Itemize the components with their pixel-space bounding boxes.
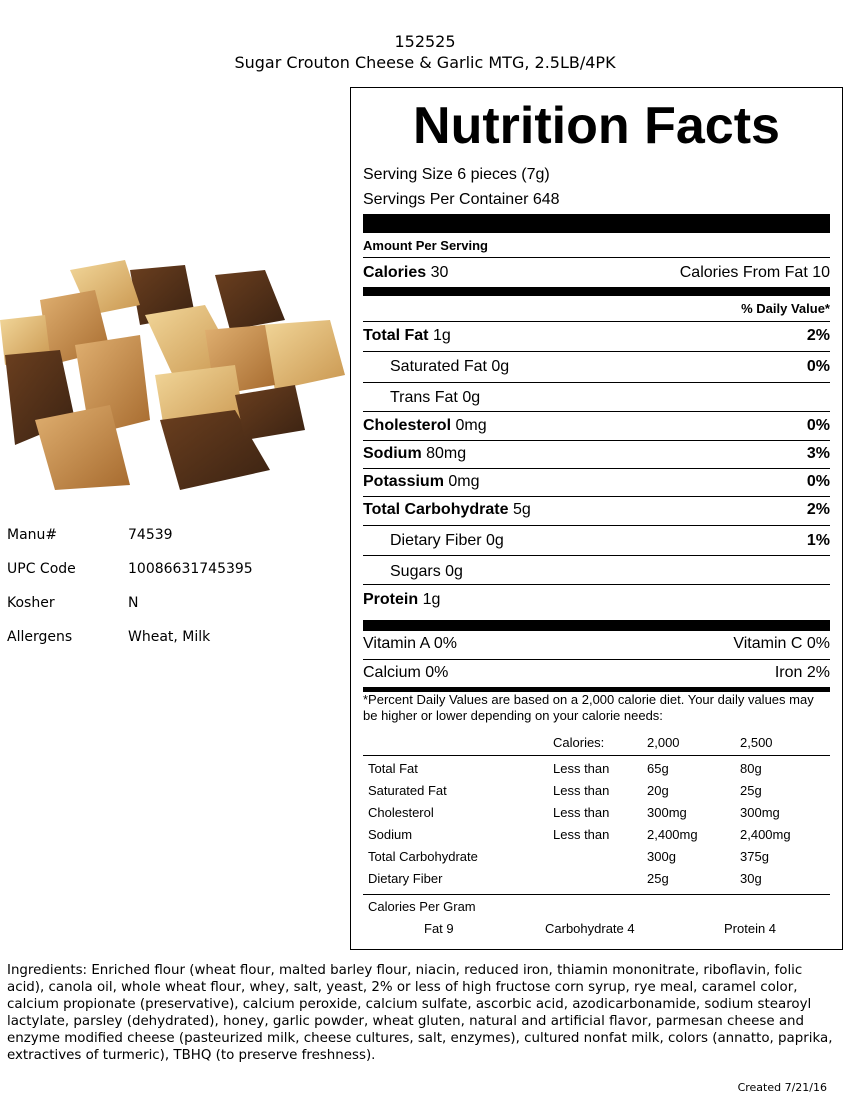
spec-value: N <box>128 595 139 611</box>
divider <box>363 894 830 895</box>
nutrient-row-sugars <box>363 560 830 584</box>
divider <box>363 555 830 556</box>
dv-cell: 25g <box>647 871 669 886</box>
nutrient-amount: 80mg <box>426 445 467 462</box>
dv-cell: 25g <box>740 783 762 798</box>
dv-cell: 375g <box>740 849 769 864</box>
nutrient-amount: 0g <box>462 389 481 406</box>
vitamin-row-2 <box>363 661 830 685</box>
divider <box>363 411 830 412</box>
dv-cell: Less than <box>553 761 610 776</box>
spec-value: Wheat, Milk <box>128 629 211 645</box>
protein-per-gram: Protein 4 <box>724 921 777 936</box>
divider <box>363 440 830 441</box>
nutrient-dv: 0% <box>806 473 830 490</box>
dv-cell: Less than <box>553 827 610 842</box>
daily-value-footnote: *Percent Daily Values are based on a 2,000 calorie diet. Your daily values may be higher or lower depending on your calorie needs: <box>363 692 814 723</box>
nutrient-name: Sodium <box>363 445 422 462</box>
dv-cell: 20g <box>647 783 669 798</box>
thick-divider <box>363 214 830 233</box>
divider <box>363 496 830 497</box>
divider <box>363 382 830 383</box>
nutrient-dv: 1% <box>806 532 830 549</box>
dv-table-header-cell: Calories: <box>553 735 605 750</box>
dv-cell: 300mg <box>740 805 780 820</box>
carbohydrate-per-gram: Carbohydrate 4 <box>545 921 635 936</box>
divider <box>363 584 830 585</box>
nutrient-row-protein <box>363 588 830 612</box>
nutrient-row-potassium <box>363 470 830 494</box>
dv-cell: 300g <box>647 849 676 864</box>
vitamin-row-1 <box>363 632 830 656</box>
nutrient-amount: 1g <box>432 327 451 344</box>
calcium: Calcium 0% <box>363 664 449 681</box>
dv-cell: Total Fat <box>368 761 418 776</box>
spec-label: UPC Code <box>7 561 76 577</box>
nutrient-name: Dietary Fiber <box>390 532 482 549</box>
ingredients-text: Ingredients: Enriched flour (wheat flour, malted barley flour, niacin, reduced iron, thiamin mononitrate, riboflavin, folic acid), canola oil, whole wheat flour, whey, salt, yeast, 2% or less of high fructose corn syrup, rye meal, caramel color, calcium propionate (preservative), calcium peroxide, calcium sulfate, ascorbic acid, azodicarbonamide, sodium stearoyl lactylate, parsley (dehydrated), honey, garlic powder, wheat gluten, natural and artificial flavor, parmesan cheese and enzyme modified cheese (pasteurized milk, cheese cultures, salt, enzymes), cultured nonfat milk, colors (annatto, paprika, extractives of turmeric), TBHQ (to preserve freshness). <box>7 963 833 1064</box>
daily-value-header-row <box>363 297 830 321</box>
nutrient-amount: 0g <box>445 563 463 580</box>
nutrient-dv: 0% <box>806 358 830 375</box>
nutrient-name: Sugars <box>390 563 441 580</box>
spec-value: 74539 <box>128 527 173 543</box>
nutrient-amount: 0mg <box>455 417 487 434</box>
divider <box>363 659 830 660</box>
vitamin-c: Vitamin C 0% <box>733 635 830 652</box>
dv-cell: 2,400mg <box>740 827 791 842</box>
dv-cell: 2,400mg <box>647 827 698 842</box>
nutrition-facts-title: Nutrition Facts <box>413 97 780 155</box>
nutrient-amount: 5g <box>512 501 531 518</box>
iron: Iron 2% <box>774 664 830 681</box>
divider <box>363 257 830 258</box>
nutrient-name: Saturated Fat <box>390 358 487 375</box>
serving-size: Serving Size 6 pieces (7g) <box>363 166 550 183</box>
dv-cell: Saturated Fat <box>368 783 447 798</box>
nutrient-row-dietary-fiber <box>363 529 830 553</box>
nutrient-name: Protein <box>363 591 419 608</box>
nutrient-dv: 0% <box>806 417 830 434</box>
nutrient-name: Trans Fat <box>390 389 458 406</box>
dv-cell: Total Carbohydrate <box>368 849 478 864</box>
fat-per-gram: Fat 9 <box>424 921 454 936</box>
nutrient-amount: 0g <box>491 358 510 375</box>
dv-table-header-cell: 2,000 <box>647 735 680 750</box>
amount-per-serving: Amount Per Serving <box>363 238 488 253</box>
dv-cell: 80g <box>740 761 762 776</box>
nutrient-row-total-carbohydrate <box>363 498 830 522</box>
servings-per-container: Servings Per Container 648 <box>363 191 560 208</box>
daily-value-header: % Daily Value* <box>741 301 830 316</box>
spec-label: Allergens <box>7 629 73 645</box>
nutrient-name: Total Carbohydrate <box>363 501 509 518</box>
dv-cell: Less than <box>553 783 610 798</box>
nutrient-dv: 3% <box>806 445 830 462</box>
product-code: 152525 <box>394 32 456 51</box>
divider <box>363 525 830 526</box>
nutrition-facts-label <box>350 87 843 950</box>
spec-label: Kosher <box>7 595 55 611</box>
nutrient-amount: 1g <box>422 591 441 608</box>
created-date: Created 7/21/16 <box>737 1081 827 1094</box>
dv-cell: Less than <box>553 805 610 820</box>
crouton-product-image <box>0 255 350 495</box>
nutrient-row-sodium <box>363 442 830 466</box>
divider <box>363 351 830 352</box>
nutrient-amount: 0g <box>486 532 504 549</box>
calories-row <box>363 261 830 285</box>
nutrient-row-total-fat <box>363 324 830 348</box>
nutrient-name: Potassium <box>363 473 444 490</box>
nutrient-row-trans-fat <box>363 386 830 410</box>
dv-cell: Sodium <box>368 827 413 842</box>
dv-cell: 65g <box>647 761 669 776</box>
divider <box>363 321 830 322</box>
dv-cell: 30g <box>740 871 762 886</box>
vitamin-a: Vitamin A 0% <box>363 635 457 652</box>
dv-cell: 300mg <box>647 805 687 820</box>
thick-divider <box>363 620 830 631</box>
divider <box>363 468 830 469</box>
product-name: Sugar Crouton Cheese & Garlic MTG, 2.5LB/4PK <box>234 53 616 72</box>
nutrient-dv: 2% <box>806 501 830 518</box>
nutrient-name: Total Fat <box>363 327 429 344</box>
spec-value: 10086631745395 <box>128 561 253 577</box>
calories-value: 30 <box>430 264 449 281</box>
calories-per-gram-heading: Calories Per Gram <box>368 899 476 914</box>
spec-label: Manu# <box>7 527 58 543</box>
calories-label: Calories <box>363 264 427 281</box>
nutrient-name: Cholesterol <box>363 417 452 434</box>
nutrient-amount: 0mg <box>448 473 480 490</box>
dv-cell: Dietary Fiber <box>368 871 443 886</box>
dv-table-header-cell: 2,500 <box>740 735 773 750</box>
medium-divider <box>363 287 830 296</box>
calories-from-fat: Calories From Fat 10 <box>679 264 830 281</box>
nutrient-dv: 2% <box>806 327 830 344</box>
dv-cell: Cholesterol <box>368 805 434 820</box>
nutrient-row-saturated-fat <box>363 355 830 379</box>
nutrient-row-cholesterol <box>363 414 830 438</box>
divider <box>363 755 830 756</box>
